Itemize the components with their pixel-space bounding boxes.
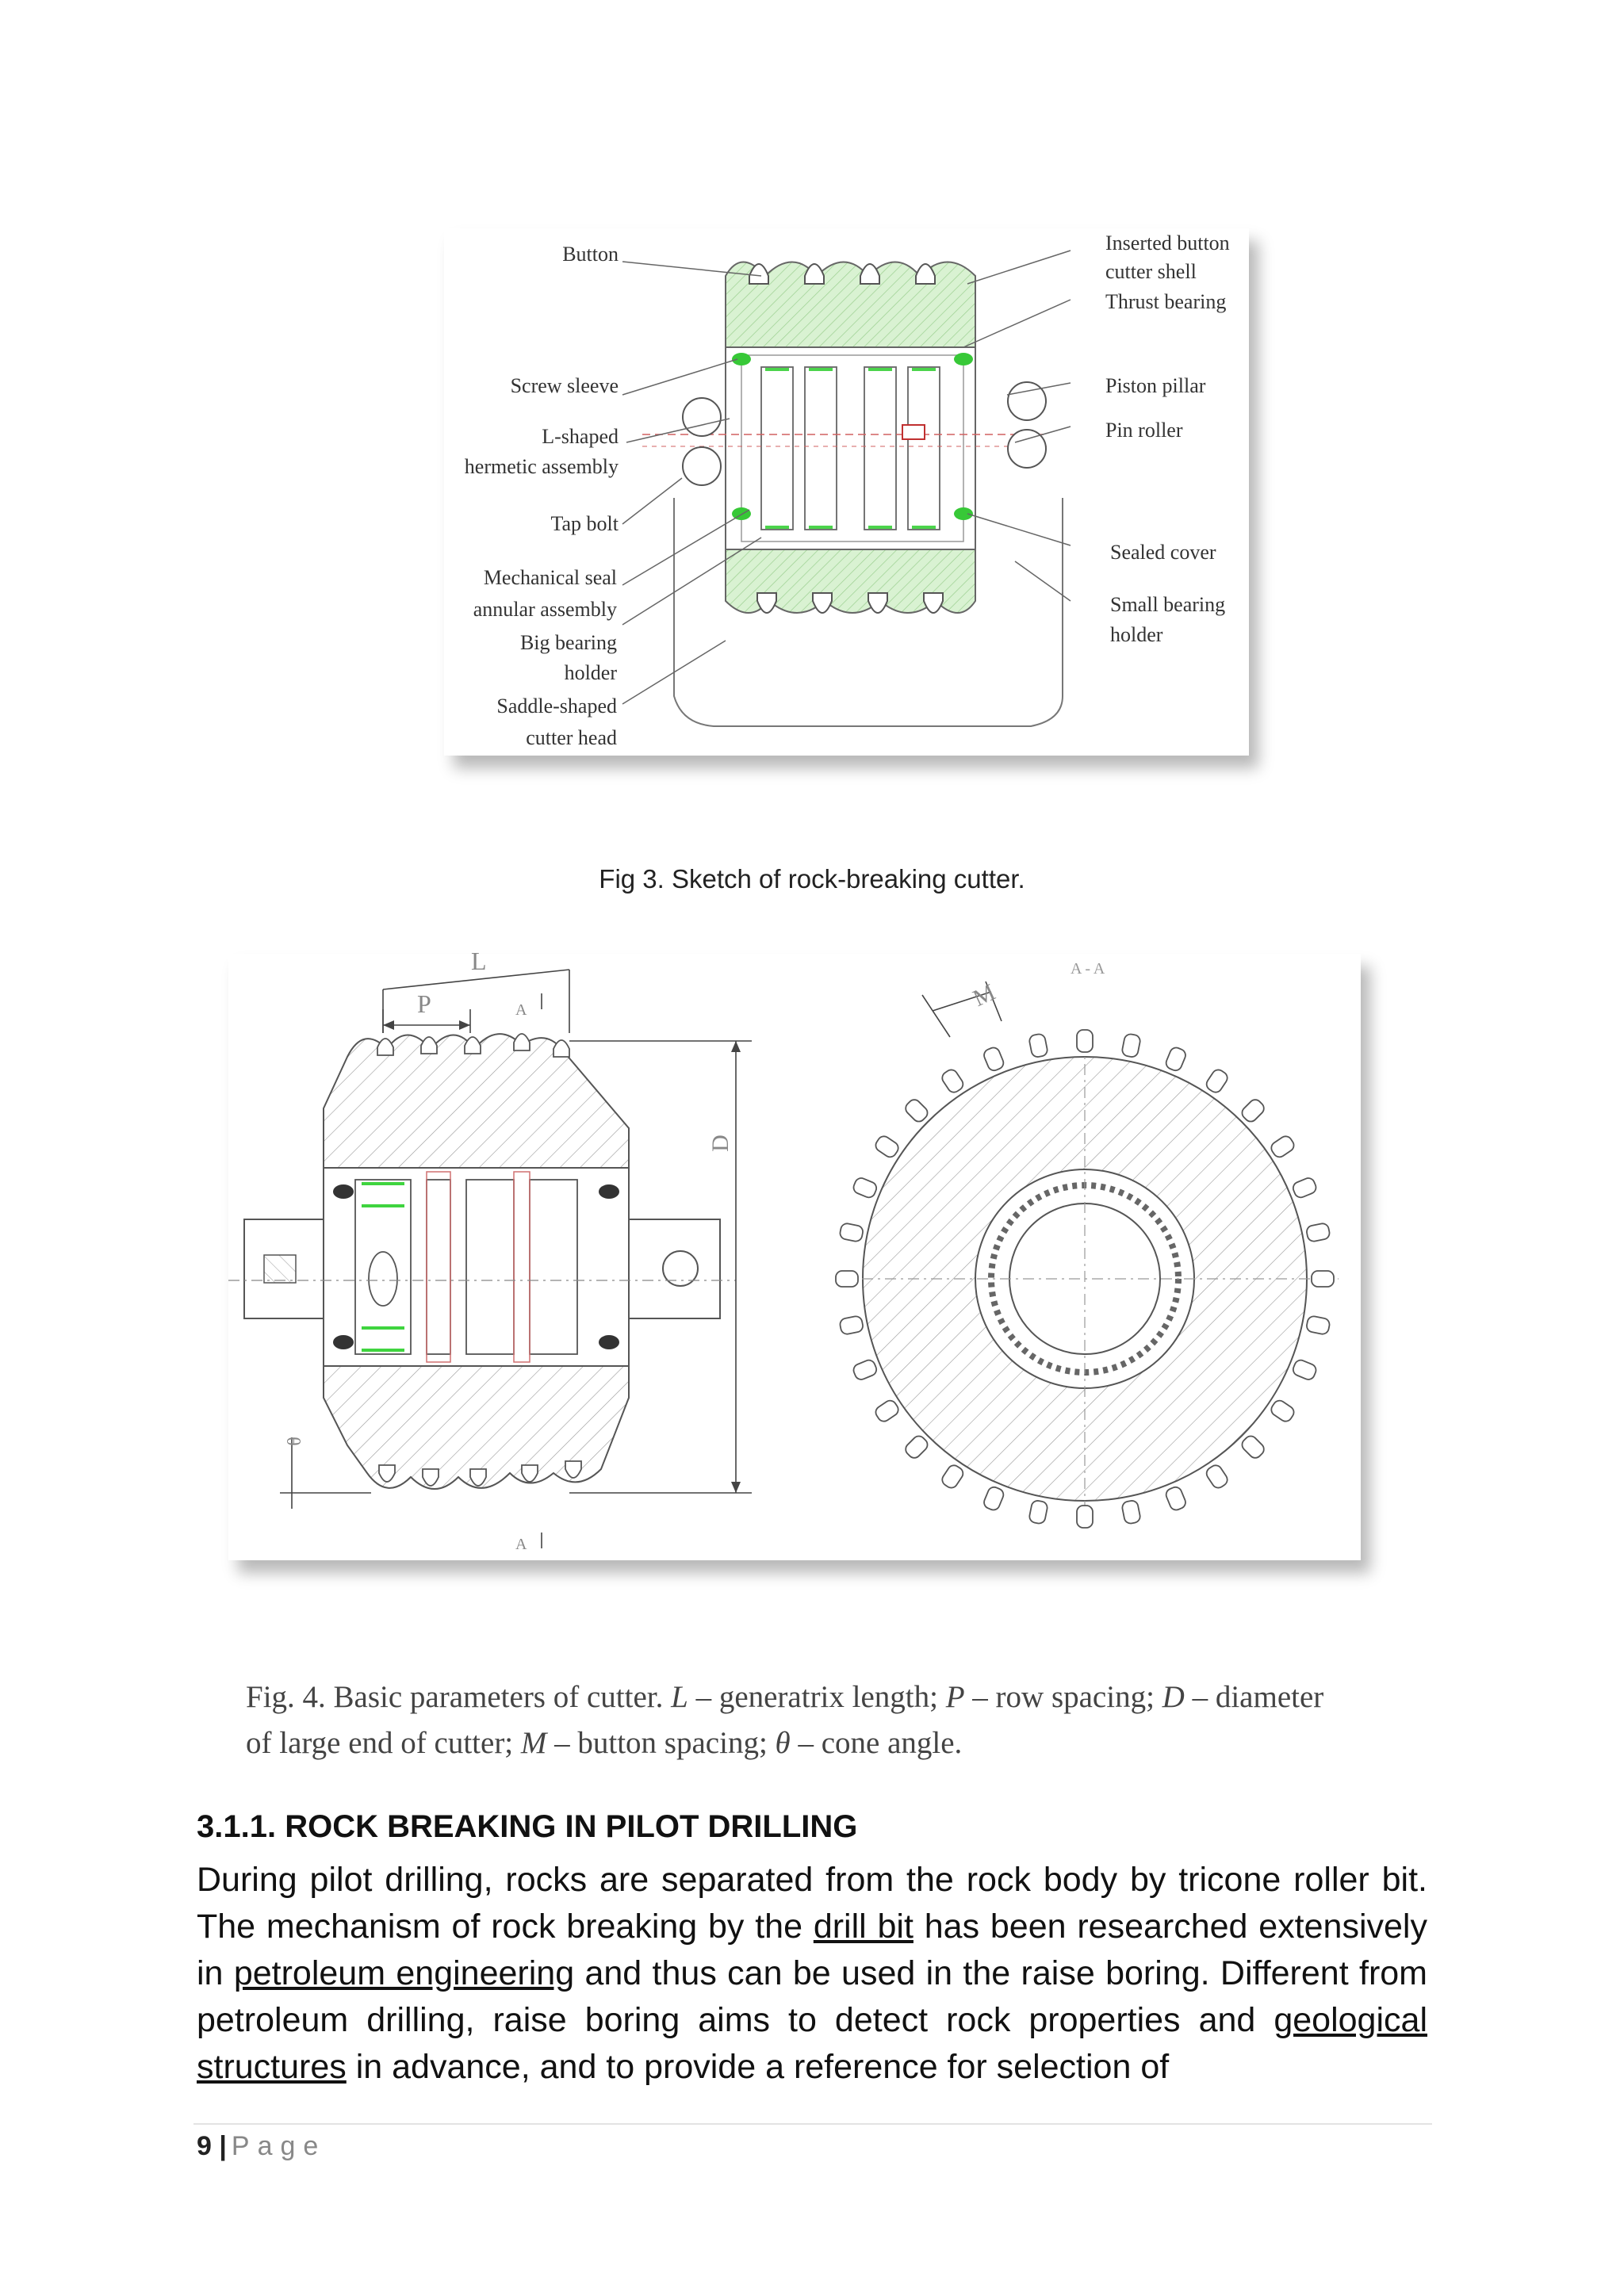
label-button: Button xyxy=(562,243,619,266)
paragraph-text-4: in advance, and to provide a reference for selection of xyxy=(346,2048,1170,2086)
section-label: A - A xyxy=(1071,960,1105,978)
cutter-button xyxy=(940,1463,965,1490)
side-view xyxy=(228,970,752,1548)
cutter-button xyxy=(1291,1177,1318,1200)
cutter-button xyxy=(839,1315,864,1335)
cutter-button xyxy=(1306,1315,1331,1335)
label-screw-sleeve: Screw sleeve xyxy=(510,374,619,397)
section-view xyxy=(836,982,1339,1528)
dim-label-M: M xyxy=(969,978,1000,1012)
cutter-button xyxy=(1028,1033,1048,1058)
figure-4-drawing xyxy=(228,954,1361,1560)
dim-label-theta: θ xyxy=(284,1437,305,1446)
label-hermetic-assembly: hermetic assembly xyxy=(464,455,619,478)
label-l-shaped: L-shaped xyxy=(542,425,619,448)
caption-theta-desc: – cone angle. xyxy=(790,1726,963,1760)
caption-L-desc: – generatrix length; xyxy=(688,1680,946,1714)
label-sealed-cover: Sealed cover xyxy=(1110,541,1216,564)
cutter-button xyxy=(903,1433,930,1460)
caption-symbol-L: L xyxy=(671,1680,688,1714)
label-inserted-button: Inserted button xyxy=(1105,232,1230,254)
page-footer xyxy=(197,2131,326,2162)
label-piston-pillar: Piston pillar xyxy=(1105,374,1206,397)
paragraph-text-2: has been researched extensively in xyxy=(197,1908,1427,1992)
cutter-button xyxy=(1164,1485,1187,1512)
caption-symbol-M: M xyxy=(520,1726,547,1760)
dim-label-P: P xyxy=(417,989,431,1018)
cutter-button xyxy=(873,1134,900,1159)
figure-4-caption xyxy=(246,1674,1356,1766)
page-number: 9 xyxy=(197,2131,212,2161)
link-drill-bit[interactable]: drill bit xyxy=(813,1908,914,1946)
cutter-button xyxy=(836,1271,858,1287)
label-saddle-shaped: Saddle-shaped xyxy=(496,695,617,718)
cutter-button xyxy=(1269,1399,1296,1424)
figure-3 xyxy=(444,228,1249,756)
label-tap-bolt: Tap bolt xyxy=(550,512,619,535)
dim-label-L: L xyxy=(471,947,487,975)
cutter-button xyxy=(982,1485,1005,1512)
link-geological-structures[interactable]: geological structures xyxy=(197,2001,1427,2086)
label-small-bearing-holder: holder xyxy=(1110,623,1163,646)
label-thrust-bearing: Thrust bearing xyxy=(1105,290,1227,313)
cutter-button xyxy=(1291,1358,1318,1381)
caption-symbol-theta: θ xyxy=(775,1726,791,1760)
section-paragraph xyxy=(197,1857,1427,2091)
cutter-button xyxy=(839,1223,864,1242)
cutter-button xyxy=(852,1358,879,1381)
footer-divider xyxy=(193,2123,1432,2125)
cutter-button xyxy=(1077,1030,1093,1052)
figure-3-caption: Fig 3. Sketch of rock-breaking cutter. xyxy=(599,864,1025,894)
label-small-bearing: Small bearing xyxy=(1110,593,1226,616)
cutter-button xyxy=(1028,1500,1048,1525)
cutter-button xyxy=(1121,1500,1141,1525)
caption-symbol-P: P xyxy=(945,1680,965,1714)
caption-M-desc: – button spacing; xyxy=(546,1726,776,1760)
cutter-button xyxy=(873,1399,900,1424)
section-mark-top: A xyxy=(515,1001,527,1019)
dim-label-D: D xyxy=(707,1135,733,1152)
cutter-button xyxy=(903,1097,930,1124)
cutter-button xyxy=(1121,1033,1141,1058)
cutter-button xyxy=(1205,1067,1230,1094)
label-cutter-shell: cutter shell xyxy=(1105,260,1197,283)
cutter-button xyxy=(1306,1223,1331,1242)
paragraph-text-3: and thus can be used in the raise boring. Different from petroleum drilling, raise boring aims to detect rock properties and xyxy=(197,1954,1427,2039)
label-big-bearing-holder: holder xyxy=(564,661,617,684)
paragraph-text-1: During pilot drilling, rocks are separated from the rock body by tricone roller bit. The mechanism of rock breaking by the xyxy=(197,1861,1427,1946)
cutter-button xyxy=(852,1177,879,1200)
caption-symbol-D: D xyxy=(1162,1680,1185,1714)
cutter-button xyxy=(1312,1271,1334,1287)
cutter-button xyxy=(940,1067,965,1094)
link-petroleum-engineering[interactable]: petroleum engineering xyxy=(233,1954,575,1992)
caption-P-desc: – row spacing; xyxy=(964,1680,1162,1714)
figure-4 xyxy=(228,947,1361,1560)
label-big-bearing: Big bearing xyxy=(519,631,617,654)
section-mark-bottom: A xyxy=(515,1536,527,1553)
cutter-button xyxy=(1239,1097,1266,1124)
caption-prefix: Fig. 4. Basic parameters of cutter. xyxy=(246,1680,672,1714)
label-cutter-head: cutter head xyxy=(526,726,617,749)
label-annular-assembly: annular assembly xyxy=(473,598,617,621)
cutter-button xyxy=(1164,1046,1187,1073)
cutter-button xyxy=(1269,1134,1296,1159)
cutter-button xyxy=(982,1046,1005,1073)
cutter-button xyxy=(1205,1463,1230,1490)
cutter-button xyxy=(1077,1506,1093,1528)
cutter-button xyxy=(1239,1433,1266,1460)
section-heading: 3.1.1. ROCK BREAKING IN PILOT DRILLING xyxy=(197,1809,858,1844)
label-mechanical-seal: Mechanical seal xyxy=(483,566,617,589)
label-pin-roller: Pin roller xyxy=(1105,419,1183,442)
footer-separator: | xyxy=(219,2131,227,2161)
page-word: Page xyxy=(231,2131,327,2161)
caption-D-desc: – diameter of large end of cutter; xyxy=(246,1680,1324,1760)
